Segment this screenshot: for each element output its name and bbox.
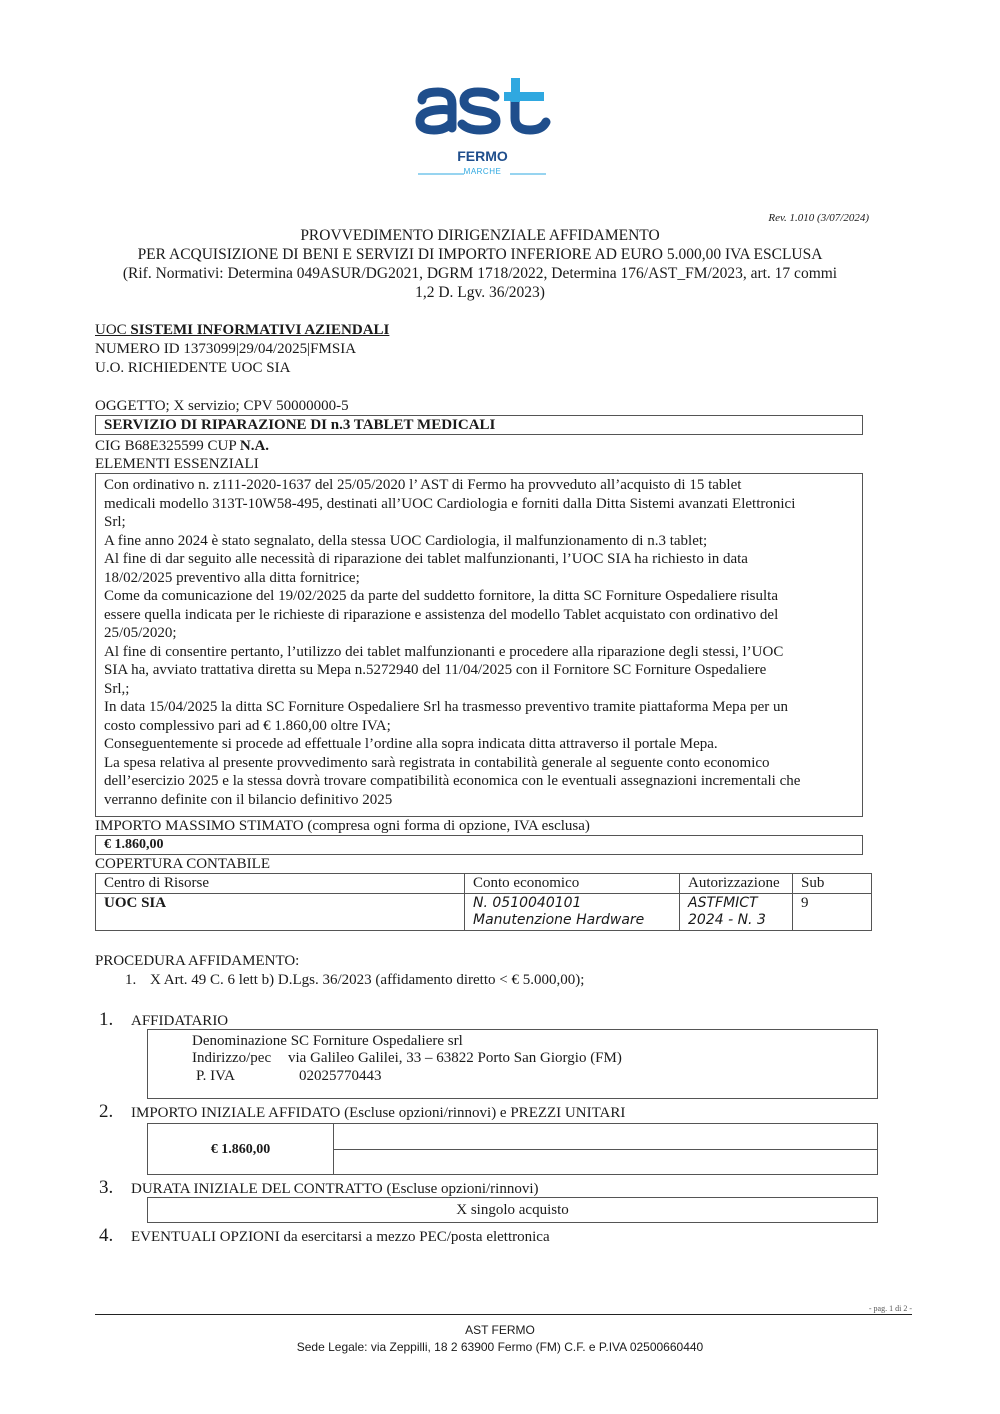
title-line-1: PROVVEDIMENTO DIRIGENZIALE AFFIDAMENTO xyxy=(300,227,660,244)
header-conto: Conto economico xyxy=(465,874,680,894)
section-3-number: 3. xyxy=(99,1177,114,1198)
cell-centro: UOC SIA xyxy=(96,894,465,931)
elementi-line: medicali modello 313T-10W58-495, destinati all’UOC Cardiologia e forniti dalla Ditta Sistemi avanzati Elettronici xyxy=(104,495,796,512)
footer-org: AST FERMO xyxy=(465,1323,535,1337)
procedura-item-number: 1. xyxy=(125,972,137,988)
copertura-header-row xyxy=(96,874,872,894)
autorizzazione-number: 2024 - N. 3 xyxy=(688,912,766,928)
cell-autorizzazione xyxy=(680,894,793,931)
title-line-4: 1,2 D. Lgv. 36/2023) xyxy=(415,284,545,301)
affidatario-box xyxy=(147,1029,878,1099)
piva-label: P. IVA xyxy=(196,1068,235,1084)
section-1-label: AFFIDATARIO xyxy=(131,1013,229,1029)
procedura-label: PROCEDURA AFFIDAMENTO: xyxy=(95,953,300,969)
indirizzo-value: via Galileo Galilei, 33 – 63822 Porto San Giorgio (FM) xyxy=(288,1050,622,1066)
cell-sub: 9 xyxy=(793,894,872,931)
cig-text: CIG B68E325599 CUP xyxy=(95,438,240,454)
elementi-box xyxy=(95,473,863,817)
cell-conto xyxy=(465,894,680,931)
section-3-label: DURATA INIZIALE DEL CONTRATTO (Escluse opzioni/rinnovi) xyxy=(131,1181,539,1197)
section-1-number: 1. xyxy=(99,1009,114,1030)
uoc-prefix: UOC xyxy=(95,322,131,338)
denominazione-label: Denominazione xyxy=(192,1033,287,1049)
autorizzazione-code: ASTFMICT xyxy=(688,895,758,911)
title-line-2: PER ACQUISIZIONE DI BENI E SERVIZI DI IMPORTO INFERIORE AD EURO 5.000,00 IVA ESCLUSA xyxy=(137,246,823,263)
denominazione-value: SC Forniture Ospedaliere srl xyxy=(290,1033,463,1049)
uoc-heading xyxy=(95,321,389,339)
importo-massimo-box xyxy=(95,835,863,855)
denominazione-row xyxy=(192,1032,463,1050)
copertura-data-row xyxy=(96,894,872,931)
elementi-label: ELEMENTI ESSENZIALI xyxy=(95,456,259,472)
cup-value: N.A. xyxy=(239,438,270,454)
elementi-line: La spesa relativa al presente provvedimento sarà registrata in contabilità generale al seguente conto economico xyxy=(104,754,770,771)
elementi-line: essere quella indicata per le richieste di riparazione e assistenza del modello Tablet acquistato con ordinativo del xyxy=(104,606,779,623)
header-sub: Sub xyxy=(793,874,872,894)
importo-iniziale-box xyxy=(147,1123,878,1175)
elementi-line: Srl,; xyxy=(104,680,130,697)
durata-value: X singolo acquisto xyxy=(456,1202,569,1218)
oggetto-box xyxy=(95,415,863,435)
elementi-line: In data 15/04/2025 la ditta SC Forniture Ospedaliere Srl ha trasmesso preventivo tramite piattaforma Mepa per un xyxy=(104,699,788,715)
elementi-line: Al fine di consentire pertanto, l’utilizzo dei tablet malfunzionanti e procedere alla riparazione degli stessi, l’UOC xyxy=(104,643,784,660)
elementi-line: Srl; xyxy=(104,514,126,530)
ast-fermo-logo xyxy=(400,70,600,190)
logo-region-text: MARCHE xyxy=(463,167,502,176)
footer-divider xyxy=(95,1314,912,1315)
importo-massimo-value: € 1.860,00 xyxy=(104,837,164,852)
elementi-line: costo complessivo pari ad € 1.860,00 oltre IVA; xyxy=(104,717,391,734)
copertura-table xyxy=(95,873,872,931)
section-2-number: 2. xyxy=(99,1101,114,1122)
cig-cup xyxy=(95,437,269,455)
oggetto-title: SERVIZIO DI RIPARAZIONE DI n.3 TABLET MEDICALI xyxy=(104,417,496,433)
uo-richiedente: U.O. RICHIEDENTE UOC SIA xyxy=(95,360,291,376)
conto-description: Manutenzione Hardware xyxy=(473,912,645,928)
footer-sede-value: via Zeppilli, 18 2 63900 Fermo (FM) C.F. e P.IVA 02500660440 xyxy=(367,1340,704,1354)
elementi-line: Come da comunicazione del 19/02/2025 da parte del suddetto fornitore, la ditta SC Forniture Ospedaliere risulta xyxy=(104,588,778,604)
elementi-line: dell’esercizio 2025 e la stessa dovrà trovare compatibilità economica con le eventuali assegnazioni incrementali che xyxy=(104,773,801,789)
section-4-label: EVENTUALI OPZIONI da esercitarsi a mezzo PEC/posta elettronica xyxy=(131,1229,550,1245)
footer-sede xyxy=(0,1340,1000,1354)
header-autorizzazione: Autorizzazione xyxy=(680,874,793,894)
piva-value: 02025770443 xyxy=(299,1068,382,1084)
header-centro: Centro di Risorse xyxy=(96,874,465,894)
numero-id: NUMERO ID 1373099|29/04/2025|FMSIA xyxy=(95,341,357,357)
elementi-line: Al fine di dar seguito alle necessità di riparazione dei tablet malfunzionanti, l’UOC SIA ha richiesto in data xyxy=(104,551,748,567)
elementi-line: SIA ha, avviato trattativa diretta su Mepa n.5272940 del 11/04/2025 con il Fornitore SC Forniture Ospedaliere xyxy=(104,662,767,678)
uoc-name: SISTEMI INFORMATIVI AZIENDALI xyxy=(130,322,390,338)
elementi-line: A fine anno 2024 è stato segnalato, della stessa UOC Cardiologia, il malfunzionamento di n.3 tablet; xyxy=(104,532,708,549)
section-2-label: IMPORTO INIZIALE AFFIDATO (Escluse opzioni/rinnovi) e PREZZI UNITARI xyxy=(131,1105,626,1121)
copertura-label: COPERTURA CONTABILE xyxy=(95,856,270,872)
elementi-line: 25/05/2020; xyxy=(104,625,177,641)
durata-box xyxy=(147,1197,878,1223)
importo-massimo-label: IMPORTO MASSIMO STIMATO (compresa ogni forma di opzione, IVA esclusa) xyxy=(95,818,590,834)
elementi-text xyxy=(104,476,800,809)
procedura-item-text: X Art. 49 C. 6 lett b) D.Lgs. 36/2023 (affidamento diretto < € 5.000,00); xyxy=(150,972,585,988)
title-line-3: (Rif. Normativi: Determina 049ASUR/DG2021, DGRM 1718/2022, Determina 176/AST_FM/2023, art. 17 commi xyxy=(122,265,838,282)
logo-org-text: FERMO xyxy=(457,148,508,164)
elementi-line: verranno definite con il bilancio definitivo 2025 xyxy=(104,791,393,808)
revision-label: Rev. 1.010 (3/07/2024) xyxy=(768,212,869,224)
prezzi-unitari-divider xyxy=(333,1149,878,1150)
section-4-number: 4. xyxy=(99,1225,114,1246)
elementi-line: 18/02/2025 preventivo alla ditta fornitrice; xyxy=(104,569,360,586)
oggetto-label: OGGETTO; X servizio; CPV 50000000-5 xyxy=(95,398,349,414)
page-number: - pag. 1 di 2 - xyxy=(868,1304,912,1313)
importo-iniziale-value: € 1.860,00 xyxy=(210,1142,271,1157)
conto-number: N. 0510040101 xyxy=(473,895,582,911)
elementi-line: Conseguentemente si procede ad effettuale l’ordine alla sopra indicata ditta attraverso il portale Mepa. xyxy=(104,736,718,752)
footer-sede-label: Sede Legale: xyxy=(296,1340,368,1354)
elementi-line: Con ordinativo n. z111-2020-1637 del 25/05/2020 l’ AST di Fermo ha provveduto all’acquisto di 15 tablet xyxy=(104,477,742,493)
indirizzo-label: Indirizzo/pec xyxy=(192,1050,272,1066)
